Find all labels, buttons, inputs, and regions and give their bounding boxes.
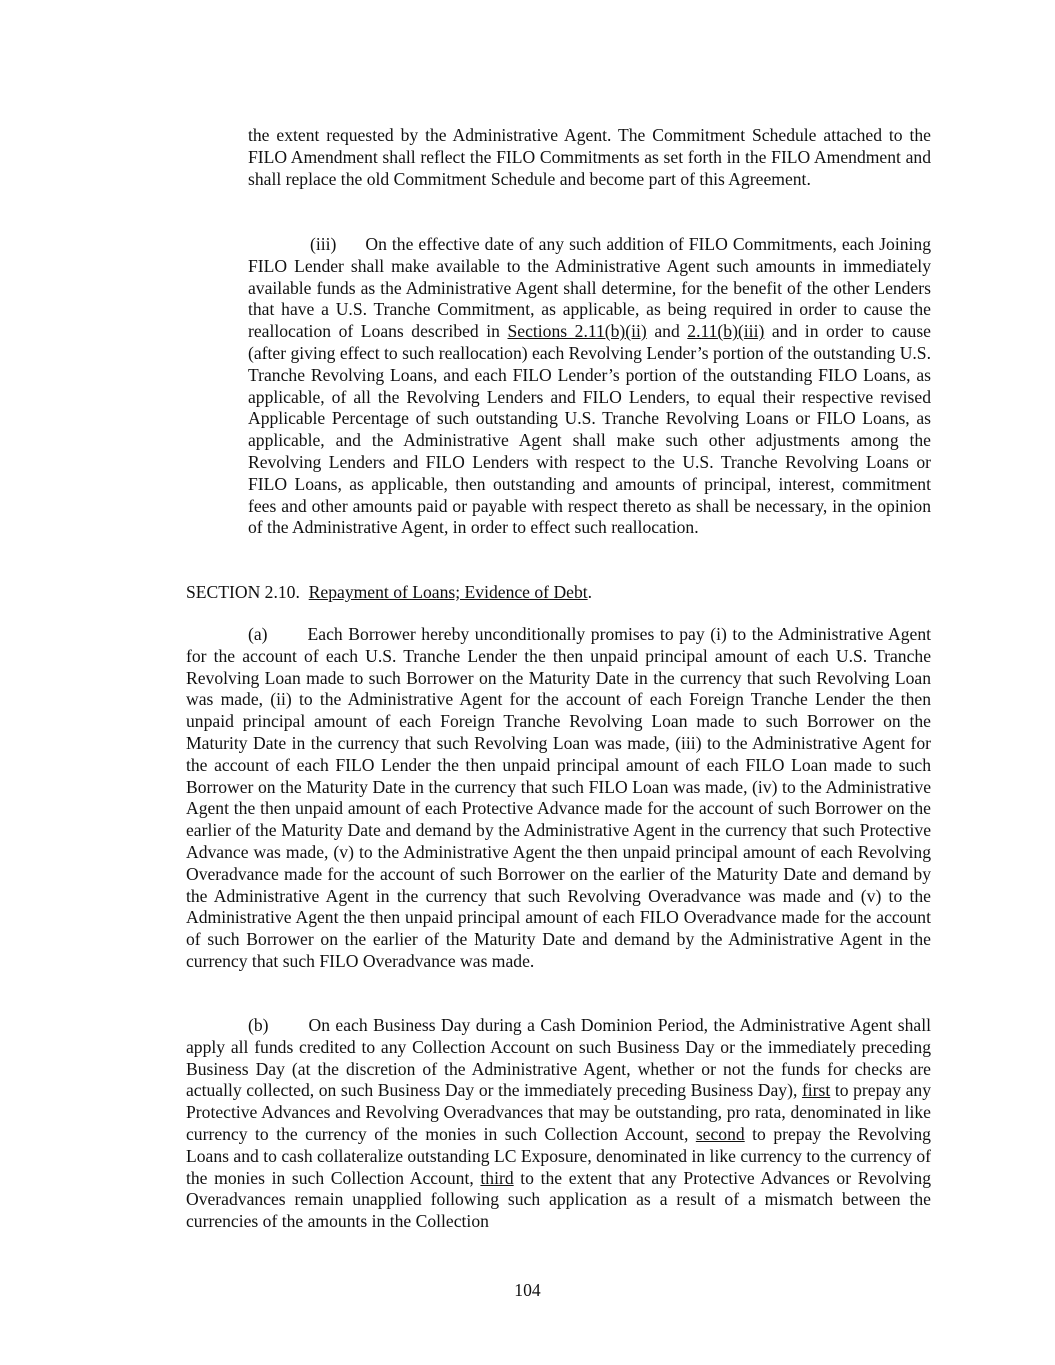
- paragraph-iii-text-3: and in order to cause (after giving effect to such reallocation) each Revolving Lender’s portion of the outstanding U.S. Tranche Revolving Loans, and each FILO Lender’s portion of the outstanding FILO Loans, as applicable, of all the Revolving Lenders and FILO Lenders, to equal their respective revised Applicable Percentage of such outstanding U.S. Tranche Revolving Loans or FILO Loans, as applicable, and the Administrative Agent shall make such other adjustments among the Revolving Lenders and FILO Lenders with respect to the U.S. Tranche Revolving Loans or FILO Loans, as applicable, then outstanding and amounts of principal, interest, commitment fees and other amounts paid or payable with respect thereto as shall be necessary, in the opinion of the Administrative Agent, in order to effect such reallocation.: [248, 321, 931, 538]
- paragraph-iii-label: (iii): [310, 234, 337, 254]
- paragraph-b: (b) On each Business Day during a Cash Dominion Period, the Administrative Agent shall apply all funds credited to any Collection Account on such Business Day or the immediately preceding Business Day (at the discretion of the Administrative Agent, whether or not the funds for checks are actually collected, on such Business Day or the immediately preceding Business Day), first to prepay any Protective Advances and Revolving Overadvances that may be outstanding, pro rata, denominated in like currency to the currency of the monies in such Collection Account, second to prepay the Revolving Loans and to cash collateralize outstanding LC Exposure, denominated in like currency to the currency of the monies in such Collection Account, third to the extent that any Protective Advances or Revolving Overadvances remain unapplied following such application as a result of a mismatch between the currencies of the amounts in the Collection: [186, 1015, 932, 1232]
- cross-reference-link: 2.11(b)(iii): [687, 321, 765, 342]
- paragraph-a-label: (a): [248, 624, 268, 644]
- paragraph-iii-text-1: On the effective date of any such addition of FILO Commitments, each Joining FILO Lender shall make available to the Administrative Agent such amounts in immediately available funds as the Administrative Agent shall determine, for the benefit of the other Lenders that have a U.S. Tranche Commitment, as applicable, as being required in order to cause the reallocation of Loans described in: [248, 234, 931, 342]
- section-heading: SECTION 2.10. Repayment of Loans; Evidence of Debt.: [186, 582, 593, 602]
- paragraph-a-text: Each Borrower hereby unconditionally promises to pay (i) to the Administrative Agent for the account of each U.S. Tranche Lender the then unpaid principal amount of each U.S. Tranche Revolving Loan made to such Borrower on the Maturity Date in the currency that such Revolving Loan was made, (ii) to the Administrative Agent for the account of each Foreign Tranche Lender the then unpaid principal amount of each Foreign Tranche Revolving Loan made to such Borrower on the Maturity Date in the currency that such Revolving Loan was made, (iii) to the Administrative Agent for the account of each FILO Lender the then unpaid principal amount of each FILO Loan made to such Borrower on the Maturity Date in the currency that such FILO Loan was made, (iv) to the Administrative Agent the then unpaid amount of each Protective Advance made for the account of such Borrower on the earlier of the Maturity Date and demand by the Administrative Agent in the currency that such Protective Advance was made, (v) to the Administrative Agent the then unpaid principal amount of each Revolving Overadvance made for the account of such Borrower on the earlier of the Maturity Date and demand by the Administrative Agent in the currency that such Revolving Overadvance was made and (v) to the Administrative Agent the then unpaid principal amount of each FILO Overadvance made for the account of such Borrower on the earlier of the Maturity Date and demand by the Administrative Agent in the currency that such FILO Overadvance was made.: [186, 624, 931, 971]
- cross-reference-link: Sections 2.11(b)(ii): [507, 321, 647, 342]
- emphasis-first: first: [801, 1080, 831, 1101]
- paragraph-b-label: (b): [248, 1015, 269, 1035]
- paragraph-carryover-text: the extent requested by the Administrative Agent. The Commitment Schedule attached to the FILO Amendment shall reflect the FILO Commitments as set forth in the FILO Amendment and shall replace the old Commitment Schedule and become part of this Agreement.: [248, 125, 931, 189]
- emphasis-second: second: [695, 1123, 745, 1144]
- paragraph-a: [186, 624, 931, 973]
- section-title: Repayment of Loans; Evidence of Debt: [308, 582, 588, 602]
- page-number: 104: [514, 1280, 541, 1300]
- paragraph-iii: (iii) On the effective date of any such addition of FILO Commitments, each Joining FILO Lender shall make available to the Administrative Agent such amounts in immediately available funds as the Administrative Agent shall determine, for the benefit of the other Lenders that have a U.S. Tranche Commitment, as applicable, as being required in order to cause the reallocation of Loans described in Sections 2.11(b)(ii) and 2.11(b)(iii) and in order to cause (after giving effect to such reallocation) each Revolving Lender’s portion of the outstanding U.S. Tranche Revolving Loans, and each FILO Lender’s portion of the outstanding FILO Loans, as applicable, of all the Revolving Lenders and FILO Lenders, to equal their respective revised Applicable Percentage of such outstanding U.S. Tranche Revolving Loans or FILO Loans, as applicable, and the Administrative Agent shall make such other adjustments among the Revolving Lenders and FILO Lenders with respect to the U.S. Tranche Revolving Loans or FILO Loans, as applicable, then outstanding and amounts of principal, interest, commitment fees and other amounts paid or payable with respect thereto as shall be necessary, in the opinion of the Administrative Agent, in order to effect such reallocation.: [248, 234, 931, 538]
- paragraph-carryover: [248, 125, 931, 190]
- section-number: SECTION 2.10.: [186, 582, 300, 602]
- emphasis-third: third: [480, 1167, 514, 1188]
